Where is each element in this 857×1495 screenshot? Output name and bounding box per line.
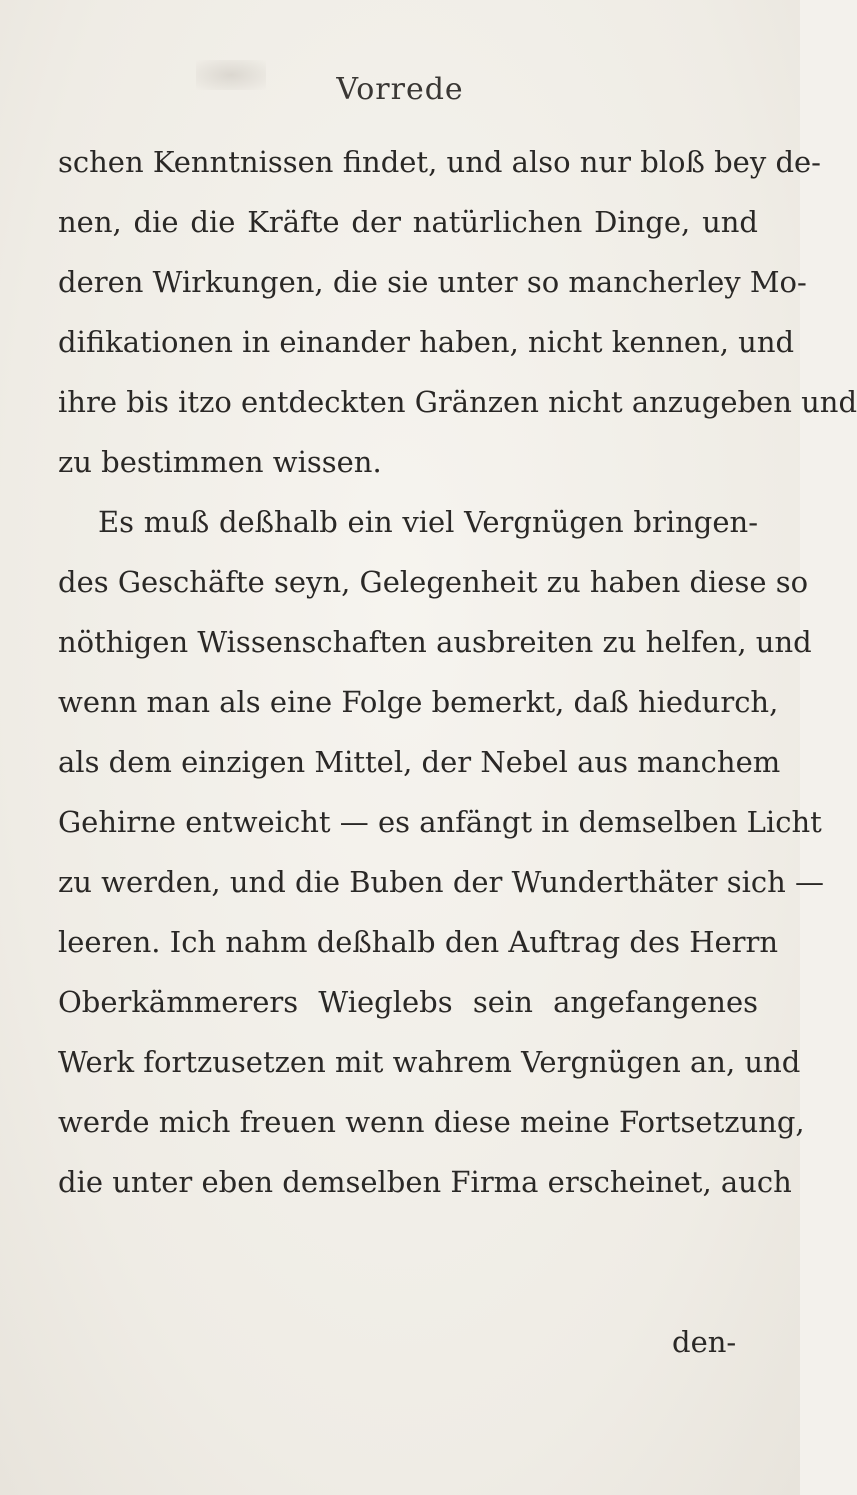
text-line: difikationen in einander haben, nicht kennen, und xyxy=(58,325,795,359)
text-line: deren Wirkungen, die sie unter so mancherley Mo- xyxy=(58,265,807,299)
text-line: werde mich freuen wenn diese meine Fortsetzung, xyxy=(58,1105,805,1139)
text-line: des Geschäfte seyn, Gelegenheit zu haben diese so xyxy=(58,565,809,599)
text-line: Werk fortzusetzen mit wahrem Vergnügen an, und xyxy=(58,1045,801,1079)
text-line: als dem einzigen Mittel, der Nebel aus manchem xyxy=(58,745,781,779)
text-line: nöthigen Wissenschaften ausbreiten zu helfen, und xyxy=(58,625,812,659)
page-body xyxy=(58,132,857,1212)
catchword: den- xyxy=(672,1325,737,1359)
text-line: zu bestimmen wissen. xyxy=(58,445,382,479)
text-line: nen, die die Kräfte der natürlichen Dinge, und xyxy=(58,205,758,239)
text-line: schen Kenntnissen findet, und also nur bloß bey de- xyxy=(58,145,821,179)
text-line: Gehirne entweicht — es anfängt in demselben Licht xyxy=(58,805,822,839)
text-line: Es muß deßhalb ein viel Vergnügen bringen- xyxy=(98,505,758,539)
text-line: zu werden, und die Buben der Wunderthäter sich — xyxy=(58,865,825,899)
text-line: ihre bis itzo entdeckten Gränzen nicht anzugeben und xyxy=(58,385,857,419)
running-head: Vorrede xyxy=(336,72,464,107)
text-line: Oberkämmerers Wieglebs sein angefangenes xyxy=(58,985,758,1019)
text-line: leeren. Ich nahm deßhalb den Auftrag des Herrn xyxy=(58,925,779,959)
text-line: die unter eben demselben Firma erscheinet, auch xyxy=(58,1165,792,1199)
text-line: wenn man als eine Folge bemerkt, daß hiedurch, xyxy=(58,685,779,719)
